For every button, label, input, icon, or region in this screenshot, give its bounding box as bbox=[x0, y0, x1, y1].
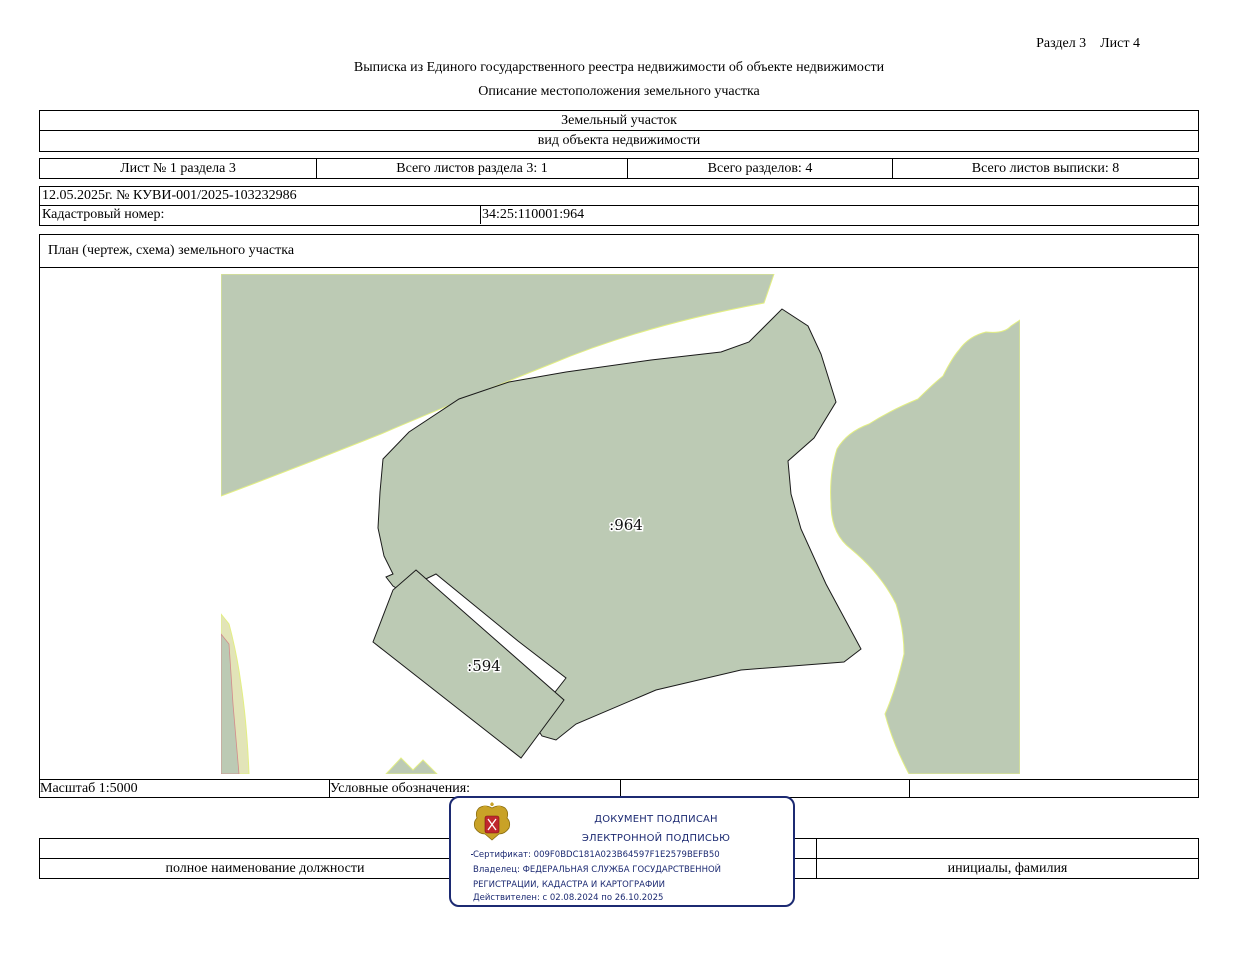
document-subtitle: Описание местоположения земельного участка bbox=[478, 84, 760, 99]
neighbour-parcel-right bbox=[831, 320, 1020, 774]
legend-label: Условные обозначения: bbox=[329, 780, 620, 797]
total-sheets-section: Всего листов раздела 3: 1 bbox=[316, 159, 627, 178]
object-name: Земельный участок bbox=[561, 112, 677, 128]
record-info-box bbox=[39, 186, 1199, 226]
signature-position-blank bbox=[40, 839, 490, 858]
scale-label: Масштаб 1:5000 bbox=[40, 780, 138, 796]
extract-date-number: 12.05.2025г. № КУВИ-001/2025-103232986 bbox=[42, 188, 297, 203]
parcel-594-label: :594 bbox=[467, 657, 501, 675]
double-headed-eagle-emblem-icon bbox=[471, 802, 513, 846]
cadastral-number-label: Кадастровый номер: bbox=[42, 207, 165, 222]
object-type-box bbox=[39, 110, 1199, 152]
sheet-of-section: Лист № 1 раздела 3 bbox=[120, 160, 236, 176]
legend-cell-empty-2 bbox=[909, 780, 1198, 797]
plan-title: План (чертеж, схема) земельного участка bbox=[40, 235, 1198, 268]
legend-cell-empty-1 bbox=[620, 780, 909, 797]
stamp-owner-2: РЕГИСТРАЦИИ, КАДАСТРА И КАРТОГРАФИИ bbox=[473, 880, 665, 890]
cadastral-number-value: 34:25:110001:964 bbox=[480, 206, 1198, 224]
position-label: полное наименование должности bbox=[165, 860, 365, 876]
stamp-certificate: Сертификат: 009F0BDC181A023B64597F1E2579BEFB50 bbox=[473, 850, 720, 860]
stamp-valid: Действителен: с 02.08.2024 по 26.10.2025 bbox=[473, 893, 664, 903]
section-sheet-indicator: Раздел 3 Лист 4 bbox=[1036, 36, 1140, 51]
neighbour-parcel-bottom bbox=[386, 758, 437, 774]
scale-legend-row bbox=[40, 779, 1198, 797]
stamp-line-1: ДОКУМЕНТ ПОДПИСАН bbox=[594, 814, 718, 825]
stamp-line-2: ЭЛЕКТРОННОЙ ПОДПИСЬЮ bbox=[581, 833, 731, 844]
object-kind-label: вид объекта недвижимости bbox=[537, 132, 701, 148]
document-title: Выписка из Единого государственного реестра недвижимости об объекте недвижимости bbox=[353, 60, 885, 75]
total-sheets-extract: Всего листов выписки: 8 bbox=[892, 159, 1198, 178]
stamp-owner-1: Владелец: ФЕДЕРАЛЬНАЯ СЛУЖБА ГОСУДАРСТВЕННОЙ bbox=[473, 865, 722, 875]
name-label: инициалы, фамилия bbox=[816, 859, 1198, 878]
parcel-964-label: :964 bbox=[609, 516, 643, 534]
sheets-info-row bbox=[39, 158, 1199, 179]
signature-name-blank bbox=[816, 839, 1198, 858]
parcel-map bbox=[221, 274, 1020, 774]
plan-box bbox=[39, 234, 1199, 798]
electronic-signature-stamp bbox=[449, 796, 795, 907]
total-sections: Всего разделов: 4 bbox=[627, 159, 892, 178]
